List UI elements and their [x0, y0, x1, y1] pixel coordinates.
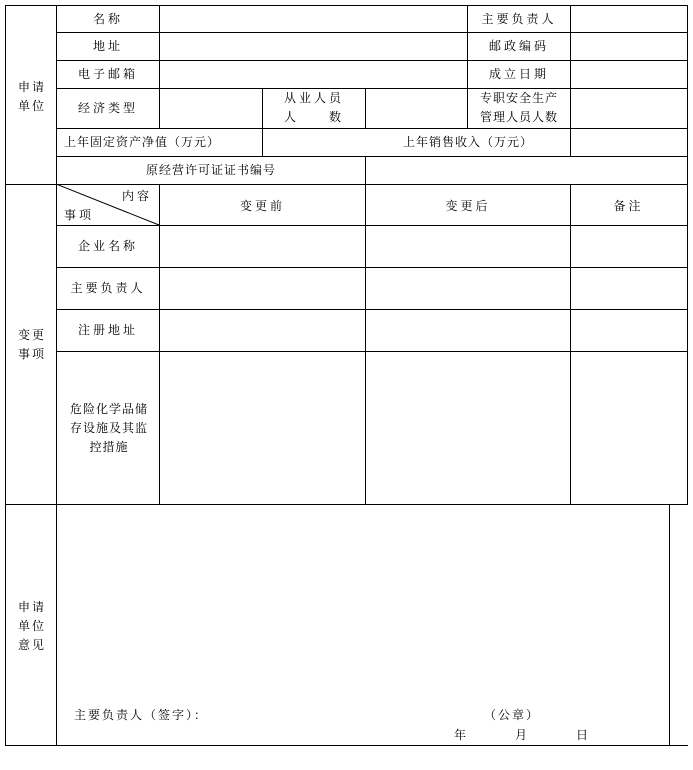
- opinion-field[interactable]: [57, 505, 669, 705]
- econ-type-field[interactable]: [160, 89, 262, 128]
- date-year-label: 年: [454, 728, 467, 742]
- header-before: 变更前: [239, 199, 285, 213]
- change-before-cell[interactable]: [160, 352, 365, 504]
- postcode-field[interactable]: [571, 33, 687, 60]
- safety-staff-label-line2: 管理人员人数: [479, 110, 558, 124]
- change-before-cell[interactable]: [160, 310, 365, 351]
- address-label: 地址: [92, 39, 123, 53]
- postcode-label: 邮政编码: [488, 39, 549, 53]
- grid-line: [5, 5, 6, 745]
- row-label-principal: 主要负责人: [70, 281, 146, 295]
- grid-line: [5, 745, 688, 746]
- safety-staff-field[interactable]: [571, 89, 687, 128]
- safety-staff-label: 专职安全生产: [479, 91, 558, 105]
- sales-label: 上年销售收入（万元）: [402, 135, 533, 149]
- employees-field[interactable]: [366, 89, 467, 128]
- email-field[interactable]: [160, 61, 466, 88]
- change-note-cell[interactable]: [571, 226, 687, 267]
- signature-label: 主要负责人（签字）：: [74, 708, 209, 722]
- fixed-assets-field[interactable]: [263, 129, 365, 156]
- row-label-registered-address: 注册地址: [77, 323, 138, 337]
- change-after-cell[interactable]: [366, 310, 570, 351]
- principal-field[interactable]: [571, 6, 687, 32]
- change-before-cell[interactable]: [160, 268, 365, 309]
- founded-label: 成立日期: [488, 67, 549, 81]
- row-label-storage-facilities: 危险化学品储存设施及其监控措施: [69, 402, 148, 454]
- principal-label: 主要负责人: [481, 12, 557, 26]
- license-field[interactable]: [366, 157, 687, 184]
- license-label: 原经营许可证证书编号: [145, 163, 276, 177]
- header-content-label: 内容: [122, 189, 153, 203]
- grid-line: [687, 5, 688, 505]
- change-before-cell[interactable]: [160, 226, 365, 267]
- change-note-cell[interactable]: [571, 268, 687, 309]
- opinion-section-label: 申请单位意见: [17, 600, 46, 652]
- change-after-cell[interactable]: [366, 268, 570, 309]
- founded-field[interactable]: [571, 61, 687, 88]
- change-note-cell[interactable]: [571, 310, 687, 351]
- header-note: 备注: [613, 199, 644, 213]
- change-note-cell[interactable]: [571, 352, 687, 504]
- applicant-section-label: 申请单位: [17, 80, 46, 113]
- date-day-label: 日: [576, 728, 589, 742]
- seal-label: （公章）: [484, 708, 541, 722]
- change-after-cell[interactable]: [366, 352, 570, 504]
- date-month-label: 月: [515, 728, 528, 742]
- econ-type-label: 经济类型: [77, 101, 138, 115]
- email-label: 电子邮箱: [77, 67, 138, 81]
- address-field[interactable]: [160, 33, 466, 60]
- grid-line: [669, 505, 670, 745]
- employees-label: 从业人员: [283, 91, 344, 105]
- sales-field[interactable]: [571, 129, 687, 156]
- employees-label-line2: 人 数: [283, 110, 344, 124]
- name-label: 名称: [92, 12, 123, 26]
- header-after: 变更后: [445, 199, 491, 213]
- change-after-cell[interactable]: [366, 226, 570, 267]
- name-field[interactable]: [160, 6, 466, 32]
- header-item-label: 事项: [64, 208, 95, 222]
- row-label-company-name: 企业名称: [77, 239, 138, 253]
- changes-section-label: 变更事项: [17, 328, 46, 361]
- fixed-assets-label: 上年固定资产净值（万元）: [64, 135, 221, 149]
